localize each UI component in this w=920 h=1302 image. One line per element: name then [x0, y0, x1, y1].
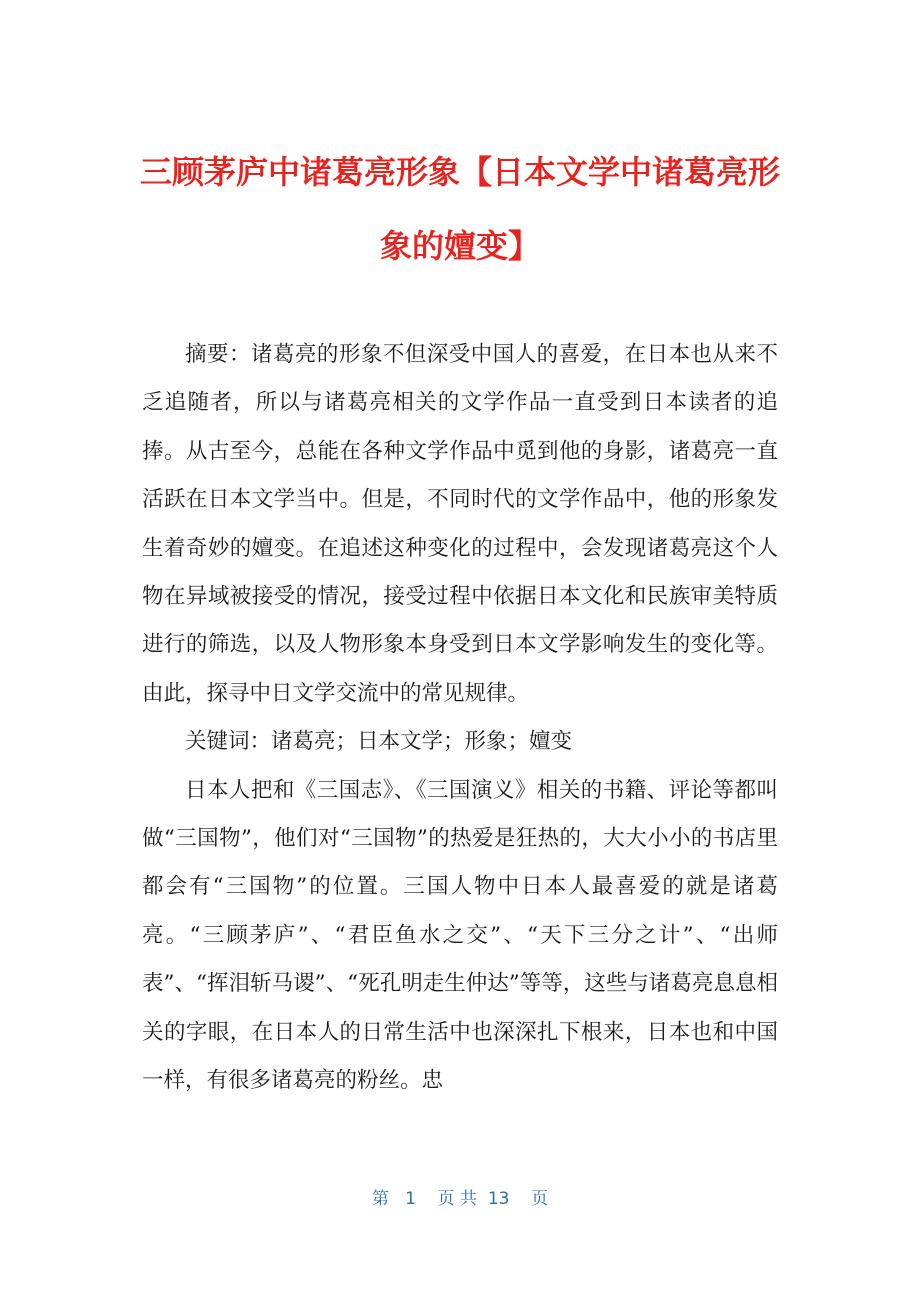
document-body — [142, 331, 778, 1106]
document-title: 三顾茅庐中诸葛亮形象【日本文学中诸葛亮形象的嬗变】 — [140, 153, 781, 265]
body-paragraph: 日本人把和《三国志》、《三国演义》相关的书籍、评论等都叫做“三国物”，他们对“三国物”的热爱是狂热的，大大小小的书店里都会有“三国物”的位置。三国人物中日本人最喜爱的就是诸葛亮。“三顾茅庐”、“君臣鱼水之交”、“天下三分之计”、“出师表”、“挥泪斩马谡”、“死孔明走生仲达”等等，这些与诸葛亮息息相关的字眼，在日本人的日常生活中也深深扎下根来，日本也和中国一样，有很多诸葛亮的粉丝。忠 — [142, 777, 778, 1094]
footer-middle: 页 共 — [437, 1189, 477, 1209]
abstract-paragraph: 摘要：诸葛亮的形象不但深受中国人的喜爱，在日本也从来不乏追随者，所以与诸葛亮相关的文学作品一直受到日本读者的追捧。从古至今，总能在各种文学作品中觅到他的身影，诸葛亮一直活跃在日本文学当中。但是，不同时代的文学作品中，他的形象发生着奇妙的嬗变。在追述这种变化的过程中，会发现诸葛亮这个人物在异域被接受的情况，接受过程中依据日本文化和民族审美特质进行的筛选，以及人物形象本身受到日本文学影响发生的变化等。由此，探寻中日文学交流中的常见规律。 — [142, 342, 778, 706]
footer-prefix: 第 — [371, 1189, 389, 1209]
current-page-number: 1 — [405, 1189, 416, 1209]
footer-suffix: 页 — [531, 1189, 549, 1209]
page-footer — [0, 1184, 920, 1209]
keywords-paragraph: 关键词：诸葛亮；日本文学；形象；嬗变 — [185, 729, 573, 755]
total-pages-number: 13 — [487, 1189, 510, 1209]
